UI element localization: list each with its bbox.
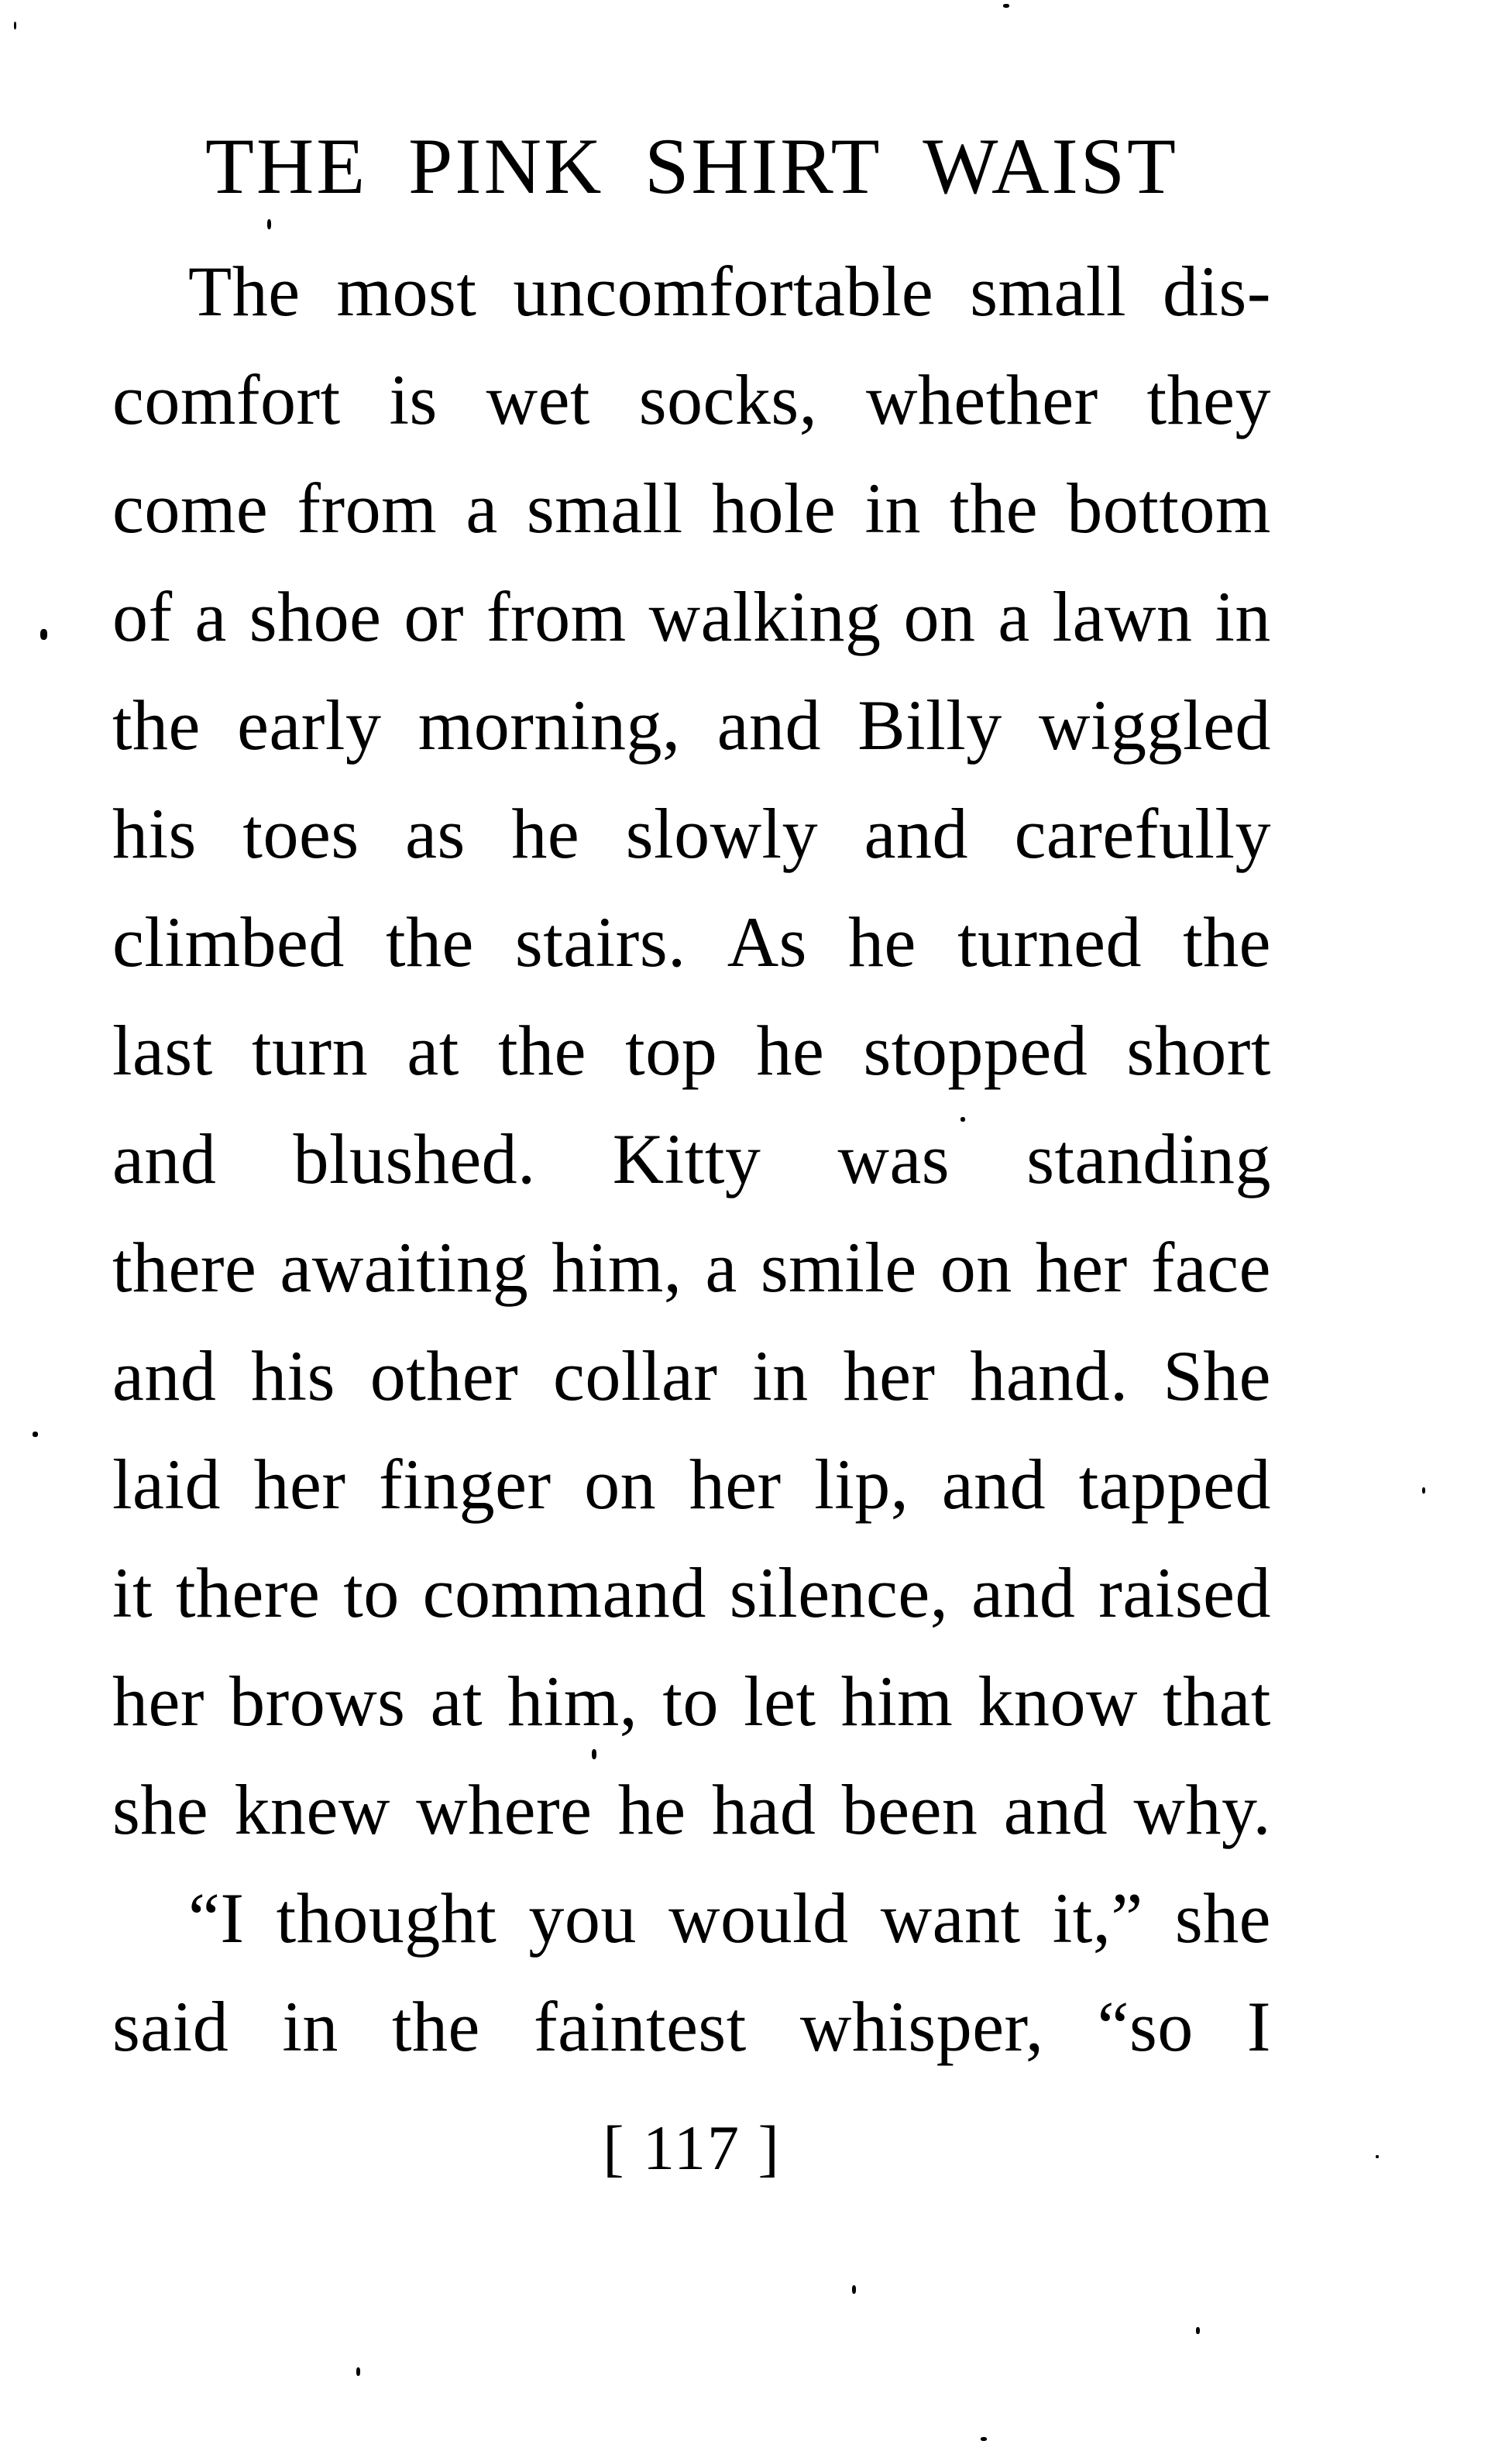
ink-speck: [1376, 2155, 1379, 2158]
word: I: [1246, 1987, 1271, 2066]
word: the: [112, 686, 201, 765]
word: slowly: [625, 794, 819, 873]
word: the: [950, 469, 1039, 548]
word: as: [405, 794, 466, 873]
word: turned: [957, 902, 1142, 981]
word: her: [689, 1445, 782, 1524]
word: or: [404, 577, 464, 656]
word: she: [112, 1770, 209, 1849]
word: and: [716, 686, 822, 765]
word: in: [752, 1336, 809, 1415]
word: wiggled: [1039, 686, 1271, 765]
text-line: [112, 1430, 1271, 1538]
word: last: [112, 1011, 213, 1090]
word: want: [880, 1879, 1021, 1958]
word: small: [970, 252, 1127, 331]
word: would: [668, 1879, 849, 1958]
word: the: [498, 1011, 586, 1090]
word: his: [112, 794, 197, 873]
word: she: [1174, 1879, 1271, 1958]
word: As: [727, 902, 807, 981]
word: Billy: [857, 686, 1002, 765]
word: on: [903, 577, 976, 656]
word: whether: [865, 360, 1098, 439]
word: he: [848, 902, 916, 981]
word: hand.: [970, 1336, 1129, 1415]
word: stopped: [863, 1011, 1088, 1090]
word: a: [998, 577, 1030, 656]
ink-speck: [40, 629, 47, 640]
word: come: [112, 469, 269, 548]
text-line: [112, 1647, 1271, 1755]
word: silence,: [729, 1553, 949, 1632]
word: that: [1163, 1662, 1271, 1741]
ink-speck: [1422, 1487, 1425, 1494]
word: him,: [507, 1662, 638, 1741]
text-line: [112, 345, 1271, 454]
word: and: [864, 794, 969, 873]
word: know: [978, 1662, 1138, 1741]
ink-speck: [852, 2285, 856, 2294]
word: and: [1003, 1770, 1108, 1849]
word: why.: [1133, 1770, 1271, 1849]
text-line: [112, 1864, 1271, 1972]
word: her: [112, 1662, 204, 1741]
word: a: [466, 469, 498, 548]
word: let: [744, 1662, 816, 1741]
title-word: THE: [205, 122, 368, 211]
word: raised: [1098, 1553, 1271, 1632]
word: there: [175, 1553, 321, 1632]
word: wet: [486, 360, 590, 439]
word: is: [389, 360, 438, 439]
word: and: [971, 1553, 1076, 1632]
word: from: [297, 469, 438, 548]
word: comfort: [112, 360, 341, 439]
text-line: [112, 454, 1271, 562]
word: tapped: [1078, 1445, 1271, 1524]
word: uncomfortable: [513, 252, 934, 331]
word: awaiting: [280, 1228, 529, 1307]
word: of: [112, 577, 173, 656]
ink-speck: [267, 219, 271, 229]
word: he: [756, 1011, 825, 1090]
word: was: [837, 1119, 950, 1198]
word: most: [336, 252, 477, 331]
word: turn: [251, 1011, 369, 1090]
body-text: [112, 237, 1271, 2081]
ink-speck: [981, 2437, 987, 2441]
word: walking: [648, 577, 881, 656]
word: finger: [378, 1445, 552, 1524]
word: on: [584, 1445, 657, 1524]
text-line: [112, 671, 1271, 779]
text-line: [112, 1322, 1271, 1430]
word: hole: [711, 469, 837, 548]
word: “I: [188, 1879, 245, 1958]
text-line: [112, 1755, 1271, 1864]
word: and: [941, 1445, 1046, 1524]
word: face: [1150, 1228, 1271, 1307]
word: morning,: [418, 686, 681, 765]
chapter-title: [205, 124, 1178, 209]
word: “so: [1097, 1987, 1194, 2066]
word: at: [430, 1662, 483, 1741]
text-line: [112, 1538, 1271, 1647]
word: lip,: [814, 1445, 909, 1524]
word: thought: [276, 1879, 497, 1958]
word: in: [864, 469, 921, 548]
word: bottom: [1067, 469, 1271, 548]
word: knew: [234, 1770, 390, 1849]
word: where: [416, 1770, 593, 1849]
word: She: [1163, 1336, 1271, 1415]
word: brows: [229, 1662, 406, 1741]
text-line: [112, 996, 1271, 1105]
word: early: [237, 686, 382, 765]
ink-speck: [960, 1117, 965, 1122]
word: in: [1215, 577, 1271, 656]
word: shoe: [249, 577, 382, 656]
word: him: [840, 1662, 954, 1741]
word: faintest: [534, 1987, 747, 2066]
word: at: [407, 1011, 459, 1090]
ink-speck: [356, 2367, 360, 2376]
word: they: [1146, 360, 1271, 439]
title-word: SHIRT: [644, 122, 882, 211]
word: collar: [553, 1336, 718, 1415]
word: said: [112, 1987, 229, 2066]
ink-speck: [1003, 4, 1009, 8]
word: the: [391, 1987, 480, 2066]
word: The: [188, 252, 301, 331]
ink-speck: [1196, 2327, 1200, 2334]
ink-speck: [592, 1749, 596, 1759]
text-line: [112, 779, 1271, 888]
word: a: [705, 1228, 737, 1307]
title-word: PINK: [407, 122, 604, 211]
text-line: [112, 1105, 1271, 1213]
word: whisper,: [799, 1987, 1044, 2066]
word: short: [1126, 1011, 1271, 1090]
word: dis-: [1162, 252, 1271, 331]
text-line: [112, 237, 1271, 345]
word: standing: [1026, 1119, 1271, 1198]
word: top: [625, 1011, 718, 1090]
word: and: [112, 1119, 217, 1198]
word: her: [1035, 1228, 1128, 1307]
word: her: [843, 1336, 936, 1415]
word: Kitty: [612, 1119, 761, 1198]
word: stairs.: [514, 902, 686, 981]
word: toes: [242, 794, 359, 873]
word: to: [343, 1553, 400, 1632]
word: climbed: [112, 902, 345, 981]
text-line: [112, 562, 1271, 671]
word: in: [282, 1987, 338, 2066]
word: small: [526, 469, 683, 548]
word: it: [112, 1553, 153, 1632]
word: he: [511, 794, 580, 873]
word: blushed.: [293, 1119, 536, 1198]
word: he: [617, 1770, 686, 1849]
word: had: [712, 1770, 816, 1849]
word: him,: [552, 1228, 682, 1307]
text-line: [112, 888, 1271, 996]
word: you: [528, 1879, 637, 1958]
ink-speck: [33, 1432, 38, 1437]
word: and: [112, 1336, 217, 1415]
word: socks,: [638, 360, 818, 439]
word: the: [1183, 902, 1271, 981]
word: laid: [112, 1445, 221, 1524]
word: carefully: [1014, 794, 1271, 873]
word: there: [112, 1228, 257, 1307]
word: on: [940, 1228, 1012, 1307]
word: it,”: [1052, 1879, 1143, 1958]
word: from: [486, 577, 627, 656]
word: his: [251, 1336, 335, 1415]
word: command: [422, 1553, 706, 1632]
page-number: [ 117 ]: [603, 2113, 781, 2183]
word: smile: [760, 1228, 917, 1307]
text-line: [112, 1213, 1271, 1322]
ink-speck: [14, 22, 16, 29]
text-line: [112, 1972, 1271, 2081]
word: her: [253, 1445, 346, 1524]
word: been: [841, 1770, 978, 1849]
word: the: [385, 902, 474, 981]
word: to: [662, 1662, 719, 1741]
word: a: [194, 577, 227, 656]
word: lawn: [1052, 577, 1193, 656]
title-word: WAIST: [923, 122, 1178, 211]
word: other: [369, 1336, 519, 1415]
